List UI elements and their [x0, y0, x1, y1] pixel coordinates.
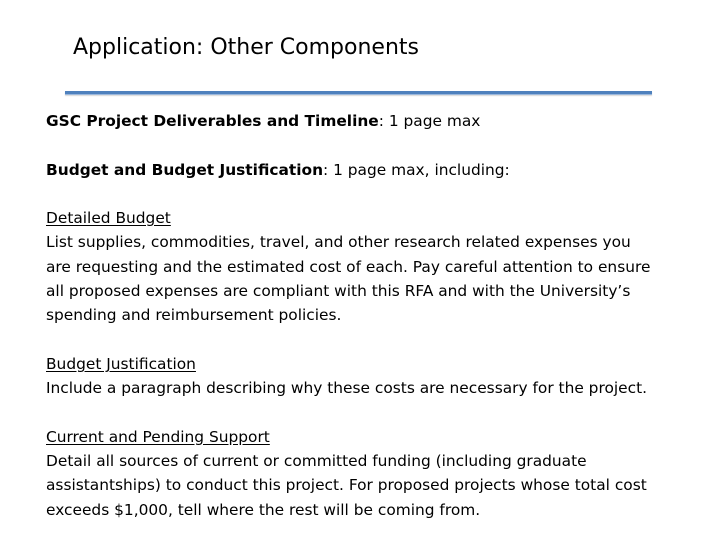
spacer	[46, 328, 686, 352]
title-divider	[65, 91, 652, 95]
detailed-budget-text-line: all proposed expenses are compliant with this RFA and with the University’s	[46, 282, 631, 301]
spacer	[46, 133, 686, 157]
detailed-budget-section	[46, 206, 686, 327]
detailed-budget-text-line: are requesting and the estimated cost of each. Pay careful attention to ensure	[46, 257, 651, 276]
current-pending-text-line: assistantships) to conduct this project. For proposed projects whose total cost	[46, 476, 647, 495]
budget-justification-section	[46, 352, 686, 401]
deliverables-line	[46, 109, 686, 133]
spacer	[46, 182, 686, 206]
detailed-budget-text-line: List supplies, commodities, travel, and other research related expenses you	[46, 233, 631, 252]
current-pending-section	[46, 425, 686, 522]
budget-line	[46, 158, 686, 182]
spacer	[46, 401, 686, 425]
budget-justification-text-line: Include a paragraph describing why these costs are necessary for the project.	[46, 379, 647, 398]
budget-detail: : 1 page max, including:	[323, 160, 510, 179]
slide-body	[46, 109, 686, 522]
deliverables-detail: : 1 page max	[378, 112, 481, 130]
detailed-budget-heading: Detailed Budget	[46, 209, 171, 228]
current-pending-text-line: Detail all sources of current or committed funding (including graduate	[46, 452, 587, 471]
current-pending-heading: Current and Pending Support	[46, 427, 270, 446]
deliverables-label: GSC Project Deliverables and Timeline	[46, 112, 379, 130]
budget-label: Budget and Budget Justification	[46, 160, 324, 179]
slide-title: Application: Other Components	[73, 35, 419, 60]
detailed-budget-text-line: spending and reimbursement policies.	[46, 306, 342, 325]
current-pending-text-line: exceeds $1,000, tell where the rest will be coming from.	[46, 500, 481, 519]
budget-justification-heading: Budget Justification	[46, 354, 196, 373]
